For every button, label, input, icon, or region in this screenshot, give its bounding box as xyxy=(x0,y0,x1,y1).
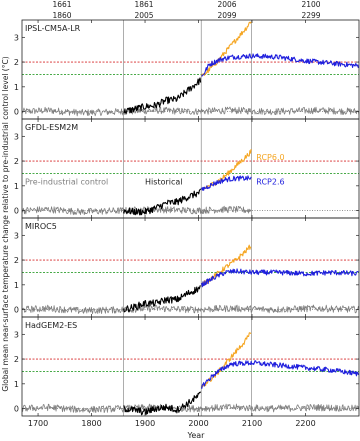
y-tick-label: 3 xyxy=(13,231,19,241)
series-group xyxy=(22,245,359,314)
series-historical xyxy=(124,78,201,113)
y-tick-label: 1 xyxy=(13,82,19,92)
pi-control-annotation: Pre-industrial control xyxy=(25,177,109,187)
y-tick-label: 1 xyxy=(13,280,19,290)
y-tick-label: 0 xyxy=(13,206,19,216)
y-tick-label: 3 xyxy=(13,330,19,340)
panel-miroc5 xyxy=(14,218,359,317)
top-axis-row1 xyxy=(52,0,320,9)
rcp60-annotation: RCP6.0 xyxy=(256,152,285,162)
y-tick-label: 2 xyxy=(13,355,19,365)
y-tick-label: 0 xyxy=(13,107,19,117)
top-label-1-2: 1861 xyxy=(134,0,154,9)
x-tick-label: 2200 xyxy=(295,419,316,428)
historical-annotation: Historical xyxy=(145,177,183,187)
panel-frame xyxy=(22,218,359,317)
panel-frame xyxy=(22,20,359,119)
top-label-2-1: 1860 xyxy=(52,11,72,20)
y-tick-label: 2 xyxy=(13,256,19,266)
series-group xyxy=(22,333,359,415)
top-label-1-4: 2100 xyxy=(301,0,321,9)
model-name: MIROC5 xyxy=(25,222,57,231)
y-tick-label: 0 xyxy=(13,305,19,315)
rcp26-annotation: RCP2.6 xyxy=(256,177,285,187)
y-tick-label: 2 xyxy=(13,58,19,68)
y-tick-label: 3 xyxy=(13,33,19,43)
top-label-2-4: 2299 xyxy=(301,11,321,20)
series-historical xyxy=(124,392,201,415)
panel-gfdl-esm2m xyxy=(14,119,359,218)
model-name: HadGEM2-ES xyxy=(25,321,78,330)
top-label-2-3: 2099 xyxy=(217,11,237,20)
panel-ipsl-cm5a-lr xyxy=(14,20,359,119)
x-tick-label: 1800 xyxy=(81,419,102,428)
top-label-1-1: 1661 xyxy=(52,0,72,9)
model-name: IPSL-CM5A-LR xyxy=(25,24,81,33)
y-tick-label: 1 xyxy=(13,379,19,389)
y-tick-label: 0 xyxy=(13,404,19,414)
x-axis-label: Year xyxy=(187,431,205,440)
top-label-2-2: 2005 xyxy=(134,11,154,20)
series-rcp6-0 xyxy=(202,22,251,77)
panel-hadgem2-es xyxy=(14,317,359,416)
y-tick-label: 1 xyxy=(13,181,19,191)
y-tick-label: 2 xyxy=(13,157,19,167)
x-tick-label: 1900 xyxy=(134,419,156,428)
top-axis-row2 xyxy=(52,11,320,20)
panel-frame xyxy=(22,317,359,416)
x-tick-label: 2100 xyxy=(241,419,263,428)
y-axis-label: Global mean near-surface temperature change relative to pre-industrial control level (°C) xyxy=(1,56,10,392)
series-rcp2-6 xyxy=(202,269,359,287)
model-name: GFDL-ESM2M xyxy=(25,123,79,132)
series-group xyxy=(22,22,359,116)
x-tick-label: 2000 xyxy=(188,419,209,428)
series-rcp6-0 xyxy=(202,149,251,189)
series-rcp2-6 xyxy=(202,176,251,190)
x-tick-label: 1700 xyxy=(27,419,49,428)
top-label-1-3: 2006 xyxy=(217,0,237,9)
panels xyxy=(14,20,359,428)
y-tick-label: 3 xyxy=(13,132,19,142)
panel-frame xyxy=(22,119,359,218)
series-rcp2-6 xyxy=(202,54,359,77)
